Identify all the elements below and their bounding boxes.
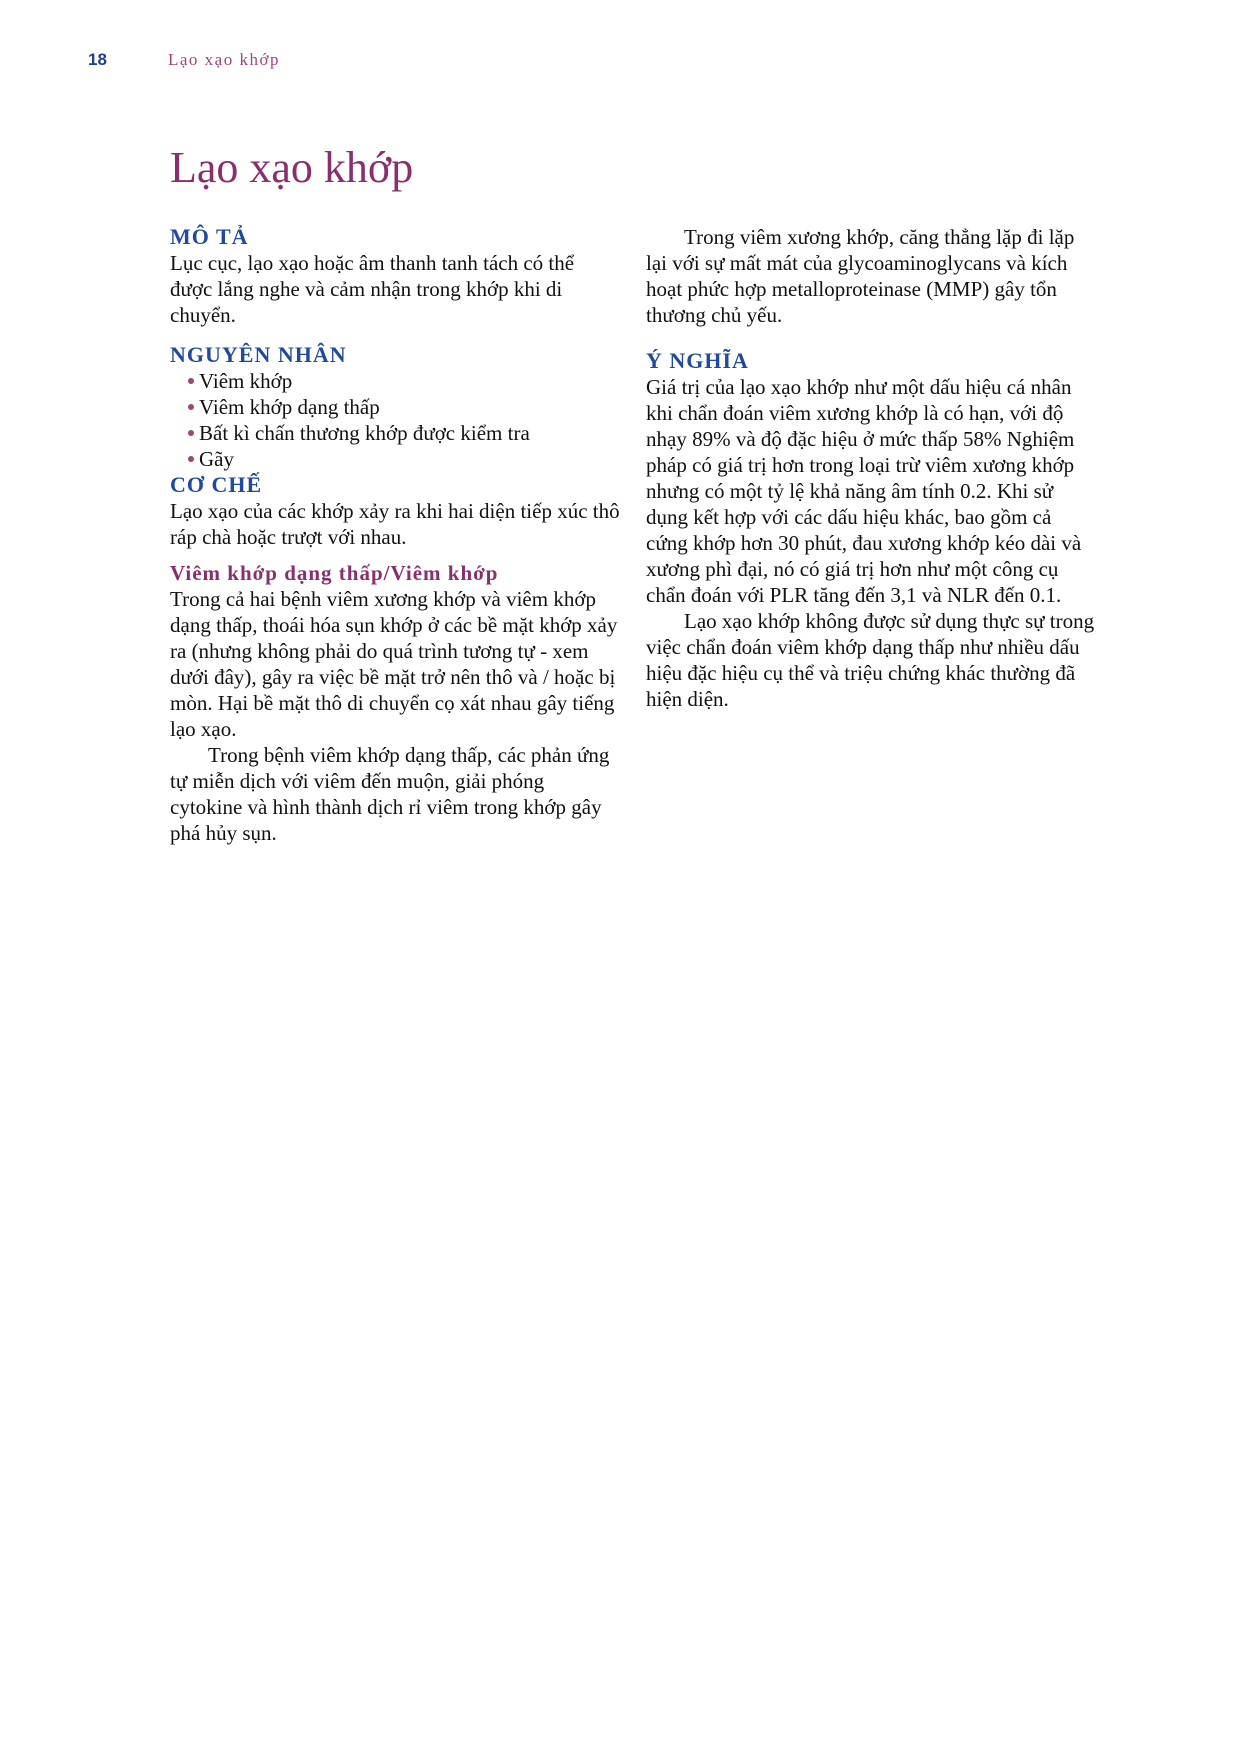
ynghia-paragraph-1: Giá trị của lạo xạo khớp như một dấu hiệu cá nhân khi chẩn đoán viêm xương khớp là có hạn, với độ nhạy 89% và độ đặc hiệu ở mức thấp 58% Nghiệm pháp có giá trị hơn trong loại trừ viêm xương khớp nhưng có một tỷ lệ khả năng âm tính 0.2. Khi sử dụng kết hợp với các dấu hiệu khác, bao gồm cả cứng khớp hơn 30 phút, đau xương khớp kéo dài và xương phì đại, nó có giá trị hơn như một công cụ chẩn đoán với PLR tăng đến 3,1 và NLR đến 0.1. (646, 375, 1082, 607)
subsection-paragraph-2: Trong bệnh viêm khớp dạng thấp, các phản ứng tự miễn dịch với viêm đến muộn, giải phóng cytokine và hình thành dịch rỉ viêm trong khớp gây phá hủy sụn. (170, 743, 610, 845)
bullet-icon (188, 456, 194, 462)
section-heading-mota: MÔ TẢ (170, 224, 249, 249)
subsection-heading: Viêm khớp dạng thấp/Viêm khớp (170, 561, 499, 585)
ynghia-paragraph-2: Lạo xạo khớp không được sử dụng thực sự trong việc chẩn đoán viêm khớp dạng thấp như nhiều dấu hiệu đặc hiệu cụ thể và triệu chứng khác thường đã hiện diện. (646, 609, 1095, 711)
subsection-paragraph-1: Trong cả hai bệnh viêm xương khớp và viêm khớp dạng thấp, thoái hóa sụn khớp ở các bề mặt khớp xảy ra (nhưng không phải do quá trình tương tự - xem dưới đây), gây ra việc bề mặt trở nên thô và / hoặc bị mòn. Hại bề mặt thô di chuyển cọ xát nhau gây tiếng lạo xạo. (170, 587, 618, 741)
left-column (170, 224, 620, 846)
mota-text: Lục cục, lạo xạo hoặc âm thanh tanh tách có thể được lắng nghe và cảm nhận trong khớp khi di chuyển. (170, 251, 575, 327)
page-number: 18 (88, 50, 107, 69)
list-item: Gãy (188, 446, 620, 472)
coche-text: Lạo xạo của các khớp xảy ra khi hai diện tiếp xúc thô ráp chà hoặc trượt với nhau. (170, 499, 620, 549)
right-paragraph-1: Trong viêm xương khớp, căng thẳng lặp đi lặp lại với sự mất mát của glycoaminoglycans và kích hoạt phức hợp metalloproteinase (MMP) gây tổn thương chủ yếu. (646, 225, 1075, 327)
running-header (88, 50, 280, 72)
running-title: Lạo xạo khớp (168, 50, 280, 69)
right-column (646, 224, 1096, 712)
page-title: Lạo xạo khớp (170, 143, 414, 192)
cause-list (188, 368, 620, 472)
list-item: Bất kì chấn thương khớp được kiểm tra (188, 420, 620, 446)
bullet-icon (188, 378, 194, 384)
bullet-icon (188, 404, 194, 410)
list-item: Viêm khớp dạng thấp (188, 394, 620, 420)
section-heading-coche: CƠ CHẾ (170, 472, 263, 497)
section-heading-ynghia: Ý NGHĨA (646, 348, 749, 373)
section-heading-nguyennhan: NGUYÊN NHÂN (170, 342, 347, 367)
list-item: Viêm khớp (188, 368, 620, 394)
bullet-icon (188, 430, 194, 436)
